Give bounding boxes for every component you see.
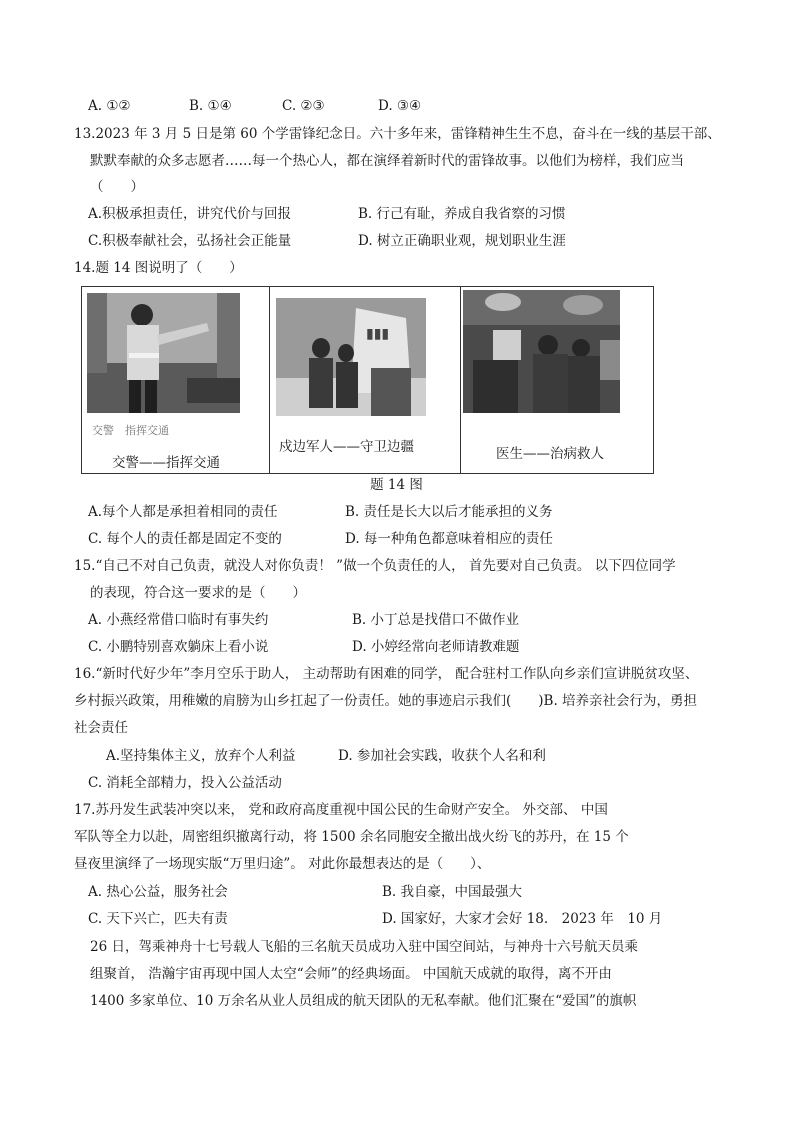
q17-stem-line1: 17.苏丹发生武装冲突以来， 党和政府高度重视中国公民的生命财产安全。 外交部、 中国 <box>74 802 608 818</box>
q13-stem-line3: （ ） <box>90 179 144 195</box>
q16-stem-line1: 16.“新时代好少年”李月空乐于助人， 主动帮助有困难的同学， 配合驻村工作队向乡亲们宣讲脱贫攻坚、 <box>74 666 699 682</box>
q13-option-a: A.积极承担责任，讲究代价与回报 <box>88 206 292 222</box>
q14-figure-caption: 题 14 图 <box>370 477 423 493</box>
caption-border-soldier: 戍边军人——守卫边疆 <box>279 439 414 455</box>
q15-option-a: A. 小燕经常借口临时有事失约 <box>88 612 269 628</box>
figure-cell-doctor <box>461 287 653 473</box>
q17-option-d: D. 国家好，大家才会好 18. 2023 年 10 月 <box>382 911 663 927</box>
q13-stem-line1: 13.2023 年 3 月 5 日是第 60 个学雷锋纪念日。六十多年来，雷锋精神生生不息，奋斗在一线的基层干部、 <box>74 126 721 142</box>
q15-stem-line2: 的表现，符合这一要求的是（ ） <box>90 585 306 601</box>
q16-option-d: D. 参加社会实践，收获个人名和利 <box>338 748 546 764</box>
q12-option-d: D. ③④ <box>378 98 422 114</box>
doctor-photo <box>463 290 620 413</box>
q14-option-b: B. 责任是长大以后才能承担的义务 <box>345 504 553 520</box>
q14-option-d: D. 每一种角色都意味着相应的责任 <box>345 531 553 547</box>
caption-traffic-police: 交警——指挥交通 <box>112 455 220 471</box>
q13-option-b: B. 行己有耻，养成自我省察的习惯 <box>358 206 566 222</box>
figure-cell-traffic-police <box>82 287 270 473</box>
q14-option-a: A.每个人都是承担着相同的责任 <box>88 504 278 520</box>
caption-doctor: 医生——治病救人 <box>496 446 604 462</box>
q17-option-a: A. 热心公益，服务社会 <box>88 884 228 900</box>
q17-stem-line3: 昼夜里演绎了一场现实版“万里归途”。 对此你最想表达的是（ ）、 <box>74 856 491 872</box>
traffic-police-photo-caption: 交警 指挥交通 <box>92 424 169 437</box>
svg-text:▮▮▮: ▮▮▮ <box>366 326 390 342</box>
q12-option-a: A. ①② <box>88 98 131 114</box>
q15-option-c: C. 小鹏特别喜欢躺床上看小说 <box>88 639 269 655</box>
q15-option-d: D. 小婷经常向老师请教难题 <box>352 639 520 655</box>
q13-option-d: D. 树立正确职业观，规划职业生涯 <box>358 233 566 249</box>
q14-stem: 14.题 14 图说明了（ ） <box>74 260 243 276</box>
q12-option-c: C. ②③ <box>282 98 325 114</box>
traffic-police-photo <box>87 293 240 413</box>
q12-option-b: B. ①④ <box>189 98 232 114</box>
q15-stem-line1: 15.“自己不对自己负责，就没人对你负责！ ”做一个负责任的人， 首先要对自己负责。 以下四位同学 <box>74 558 676 574</box>
q16-stem-line3: 社会责任 <box>74 720 128 736</box>
figure-cell-border-soldier <box>270 287 461 473</box>
q13-option-c: C.积极奉献社会，弘扬社会正能量 <box>88 233 292 249</box>
q18-stem-line2: 组聚首， 浩瀚宇宙再现中国人太空“会师”的经典场面。 中国航天成就的取得，离不开由 <box>90 966 612 982</box>
q18-stem-line3: 1400 多家单位、10 万余名从业人员组成的航天团队的无私奉献。他们汇聚在“爱国”的旗帜 <box>90 993 637 1009</box>
q16-option-c: C. 消耗全部精力，投入公益活动 <box>88 775 282 791</box>
q18-stem-line1: 26 日，驾乘神舟十七号载人飞船的三名航天员成功入驻中国空间站，与神舟十六号航天员乘 <box>90 939 638 955</box>
q15-option-b: B. 小丁总是找借口不做作业 <box>352 612 520 628</box>
q13-stem-line2: 默默奉献的众多志愿者……每一个热心人，都在演绎着新时代的雷锋故事。以他们为榜样，我们应当 <box>90 153 684 169</box>
q17-option-b: B. 我自豪，中国最强大 <box>382 884 523 900</box>
q14-option-c: C. 每个人的责任都是固定不变的 <box>88 531 282 547</box>
q14-figure-table <box>81 286 654 474</box>
q17-option-c: C. 天下兴亡，匹夫有责 <box>88 911 228 927</box>
q16-option-a: A.坚持集体主义，放弃个人利益 <box>106 748 296 764</box>
q17-stem-line2: 军队等全力以赴，周密组织撤离行动，将 1500 余名同胞安全撤出战火纷飞的苏丹，在 15 个 <box>74 829 629 845</box>
q16-stem-line2: 乡村振兴政策，用稚嫩的肩膀为山乡扛起了一份责任。她的事迹启示我们( )B. 培养亲社会行为，勇担 <box>74 693 698 709</box>
border-soldier-photo <box>276 298 426 416</box>
